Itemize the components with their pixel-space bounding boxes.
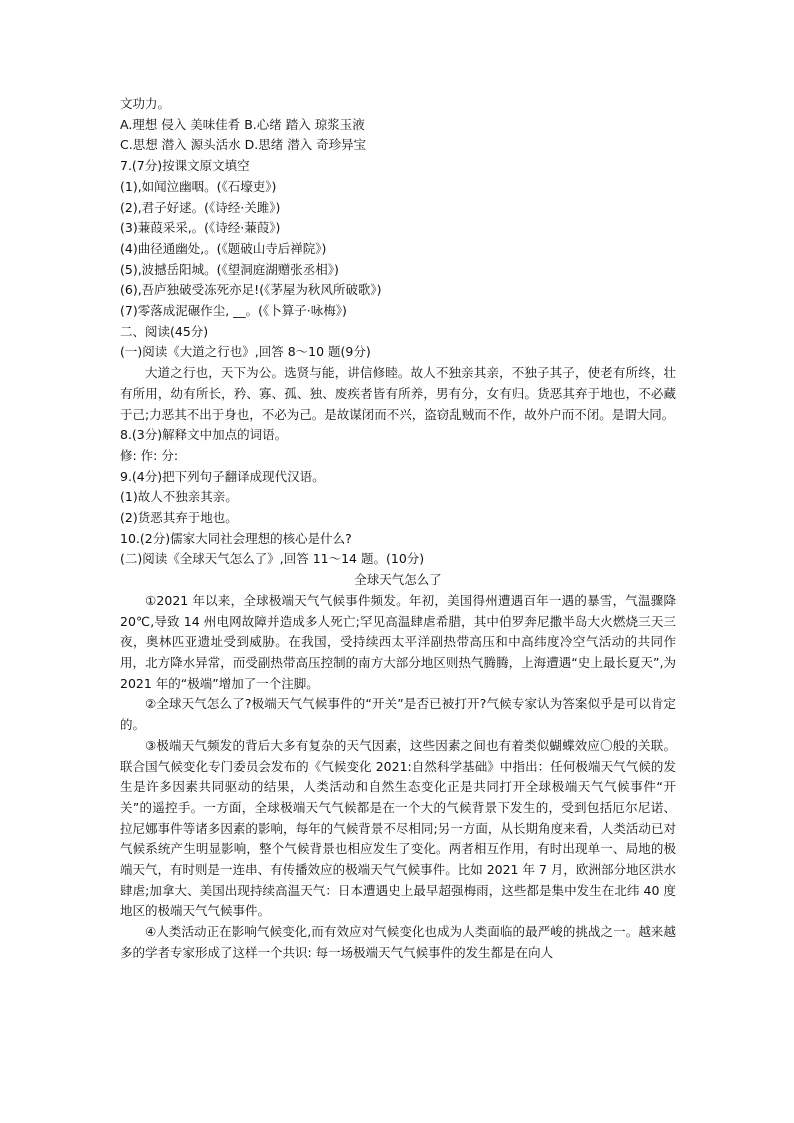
option-line-ab: A.理想 侵入 美味佳肴 B.心绪 踏入 琼浆玉液 [120, 116, 365, 132]
question-10: 10.(2分)儒家大同社会理想的核心是什么? [120, 530, 352, 546]
reading-2-intro: (二)阅读《全球天气怎么了》,回答 11～14 题。(10分) [120, 551, 425, 567]
question-7-title: 7.(7分)按课文原文填空 [120, 158, 250, 174]
q7-item-2: (2),君子好逑。(《诗经·关雎》) [120, 199, 281, 215]
q7-item-4: (4)曲径通幽处,。(《题破山寺后禅院》) [120, 240, 327, 256]
q7-item-6: (6),吾庐独破受冻死亦足!(《茅屋为秋风所破歌》) [120, 282, 382, 298]
q7-item-3: (3)蒹葭采采,。(《诗经·蒹葭》) [120, 220, 281, 236]
question-9: 9.(4分)把下列句子翻译成现代汉语。 [120, 468, 325, 484]
exam-page [120, 94, 676, 964]
question-8: 8.(3分)解释文中加点的词语。 [120, 427, 288, 443]
reading-2-title: 全球天气怎么了 [354, 572, 442, 588]
reading-1-intro: (一)阅读《大道之行也》,回答 8～10 题(9分) [120, 344, 371, 360]
reading-2-paragraph-3: ③极端天气频发的背后大多有复杂的天气因素，这些因素之间也有着类似蝴蝶效应〇般的关联。联合国气候变化专门委员会发布的《气候变化 2021:自然科学基础》中指出：任何极端天气气候的发生是许多因素共同驱动的结果，人类活动和自然生态变化正是共同打开全球极端天气气候事件“开关”的遥控手。一方面，全球极端天气气候都是在一个大的气候背景下发生的，受到包括厄尔尼诺、拉尼娜事件等诸多因素的影响，每年的气候背景不尽相同;另一方面，从长期角度来看，人类活动已对气候系统产生明显影响，整个气候背景也相应发生了变化。两者相互作用，有时出现单一、局地的极端天气，有时则是一连串、有传播效应的极端天气气候事件。比如 2021 年 7 月，欧洲部分地区洪水肆虐;加拿大、美国出现持续高温天气：日本遭遇史上最早超强梅雨，这些都是集中发生在北纬 40 度地区的极端天气气候事件。 [120, 737, 676, 919]
q7-item-7: (7)零落成泥碾作尘, __。(《卜算子·咏梅》) [120, 303, 347, 319]
q7-item-5: (5),波撼岳阳城。(《望洞庭湖赠张丞相》) [120, 261, 339, 277]
question-8-answer-line: 修: 作: 分: [120, 447, 179, 463]
option-line-cd: C.思想 潜入 源头活水 D.思绪 潜入 奇珍异宝 [120, 137, 367, 153]
reading-1-passage: 大道之行也，天下为公。选贤与能，讲信修睦。故人不独亲其亲，不独子其子，使老有所终，壮有所用，幼有所长，矜、寡、孤、独、废疾者皆有所养，男有分，女有归。货恶其弃于地也，不必藏于己;力恶其不出于身也，不必为己。是故谋闭而不兴，盗窃乱贼而不作，故外户而不闭。是谓大同。 [120, 365, 676, 422]
reading-2-paragraph-2: ②全球天气怎么了?极端天气气候事件的“开关”是否已被打开?气候专家认为答案似乎是可以肯定的。 [120, 696, 676, 733]
reading-2-paragraph-4: ④人类活动正在影响气候变化,而有效应对气候变化也成为人类面临的最严峻的挑战之一。越来越多的学者专家形成了这样一个共识: 每一场极端天气气候事件的发生都是在向人 [120, 924, 676, 960]
top-fragment: 文功力。 [120, 96, 171, 111]
q9-item-1: (1)故人不独亲其亲。 [120, 489, 238, 505]
q7-item-1: (1),如闻泣幽咽。(《石壕吏》) [120, 178, 277, 194]
q9-item-2: (2)货恶其弃于地也。 [120, 510, 238, 526]
section-2-heading: 二、阅读(45分) [120, 323, 209, 339]
reading-2-paragraph-1: ①2021 年以来，全球极端天气气候事件频发。年初，美国得州遭遇百年一遇的暴雪，气温骤降 20℃,导致 14 州电网故障并造成多人死亡;罕见高温肆虐希腊，其中伯罗奔尼撒半岛大火燃烧三天三夜，奥林匹亚遗址受到威胁。在我国，受持续西太平洋副热带高压和中高纬度冷空气活动的共同作用，北方降水异常，而受副热带高压控制的南方大部分地区则热气腾腾，上海遭遇“史上最长夏天”,为 2021 年的“极端”增加了一个注脚。 [120, 592, 676, 691]
